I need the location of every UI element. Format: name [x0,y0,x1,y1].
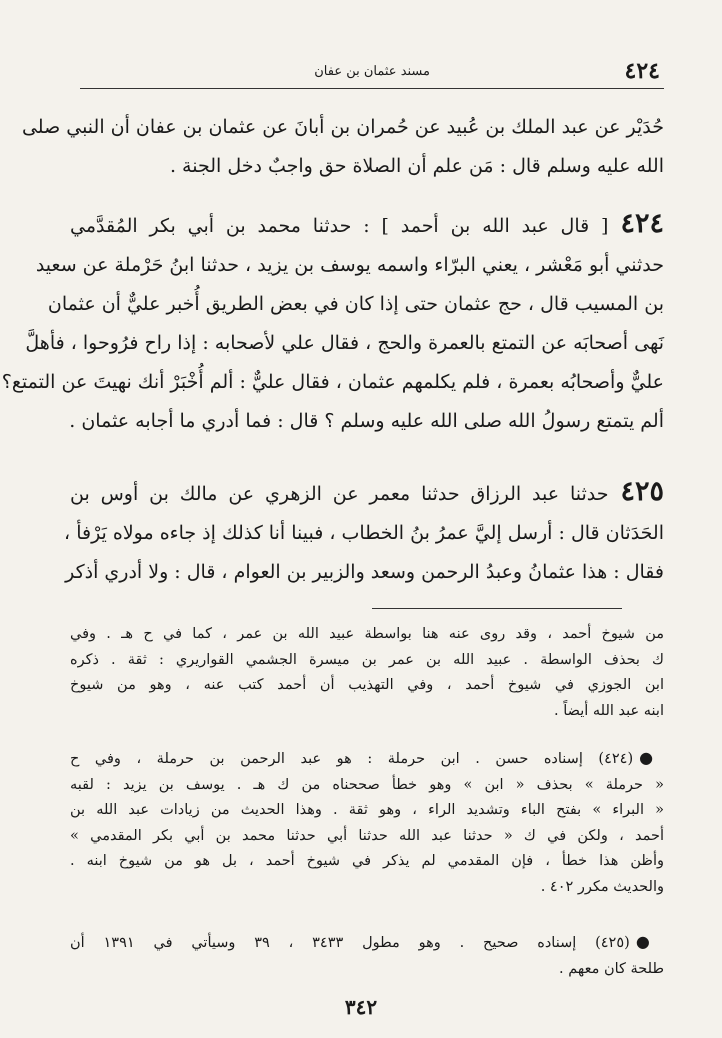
footnote-line: ابنه عبد الله أيضاً . [554,702,664,719]
text-line: حدثنا عبد الرزاق حدثنا معمر عن الزهري عن مالك بن أوس بن [70,483,609,505]
footnote-line: والحديث مكرر ٤٠٢ . [540,878,664,895]
footnote-first-line [70,745,664,773]
footnote-rule [372,608,622,609]
footnote-line: ك بحذف الواسطة . عبيد الله بن عمر بن ميسرة الجشمي القواريري : ثقة . ذكره [70,651,664,668]
text-line: [ قال عبد الله بن أحمد ] : حدثنا محمد بن أبي بكر المُقدَّمي [70,215,609,237]
footnote-line: (٤٢٥) إسناده صحيح . وهو مطول ٣٤٣٣ ، ٣٩ وسيأتي في ١٣٩١ أن [70,935,630,951]
page-number-top: ٤٢٤ [624,58,660,84]
text-line: عليٌّ وأصحابُه بعمرة ، فلم يكلمهم عثمان ، فقال عليٌّ : ألم أُخْبَرْ أنك نهيتَ عن التمتع؟ [1,371,664,393]
text-line: الحَدَثان قال : أرسل إليَّ عمرُ بنُ الخطاب ، فبينا أنا كذلك إذ جاءه مولاه يَرْفأ ، [64,522,664,544]
footnote-line: طلحة كان معهم . [559,960,664,977]
text-line: ألم يتمتع رسولُ الله صلى الله عليه وسلم ؟ قال : فما أدري ما أجابه عثمان . [69,410,664,432]
hadith-424 [1,204,664,441]
text-line: فقال : هذا عثمانُ وعبدُ الرحمن وسعد والزبير بن العوام ، قال : ولا أدري أذكر [65,561,664,583]
text-line: حدثني أبو مَعْشر ، يعني البرّاء واسمه يوسف بن يزيد ، حدثنا ابنُ حَرْملة عن سعيد [35,254,664,276]
hadith-number: ٤٢٤ [620,208,664,239]
footnote-line: وأظن هذا خطأ ، فإن المقدمي لم يذكر في شيوخ أحمد ، بل هو من شيوخ ابنه . [70,853,664,869]
text-line: بن المسيب قال ، حج عثمان حتى إذا كان في بعض الطريق أُخبر عليٌّ أن عثمان [47,293,664,315]
footnote-line: من شيوخ أحمد ، وقد روى عنه هنا بواسطة عبيد الله بن عمر ، كما في ح هـ . وفي [70,626,664,642]
footnote-line: أحمد ، ولكن في ك « حدثنا عبد الله حدثنا أبي حدثنا محمد بن أبي بكر المقدمي » [70,827,664,844]
hadith-first-line [70,204,664,246]
running-head: مسند عثمان بن عفان [314,64,430,79]
footnote-425 [70,929,664,982]
header-rule [80,88,664,89]
footnote-line: ابن الجوزي في شيوخ أحمد ، وفي التهذيب أن أحمد كتب عنه ، وهو من شيوخ [70,677,664,693]
text-line: حُدَيْر عن عبد الملك بن عُبيد عن حُمران بن أبانَ عن عثمان بن عفان أن النبي صلى [21,116,664,138]
footnote-line: (٤٢٤) إسناده حسن . ابن حرملة : هو عبد الرحمن بن حرملة ، وفي ح [70,751,634,767]
hadith-continuation [21,108,664,186]
hadith-number: ٤٢٥ [620,476,664,507]
bullet-icon: ● [635,932,664,951]
page-header [80,58,660,88]
footnote-line: « البراء » بفتح الباء وتشديد الراء ، وهو ثقة . وهذا الحديث من زيادات عبد الله بن [70,802,664,818]
page-number-bottom: ٣٤٢ [344,995,378,1019]
footnote-carryover [70,622,664,724]
text-line: الله عليه وسلم قال : مَن علم أن الصلاة حق واجبٌ دخل الجنة . [169,155,664,177]
footnote-line: « حرملة » بحذف « ابن » وهو خطأ صححناه من ك هـ . يوسف بن يزيد : لقبه [70,776,664,793]
footnote-first-line [70,929,664,957]
text-line: نَهى أصحابَه عن التمتع بالعمرة والحج ، فقال علي لأصحابه : إذا راح فرُوحوا ، فأهلَّ [25,332,664,354]
hadith-first-line [70,472,664,514]
footnote-424 [70,745,664,900]
bullet-icon: ● [639,748,664,767]
hadith-425 [64,472,664,592]
